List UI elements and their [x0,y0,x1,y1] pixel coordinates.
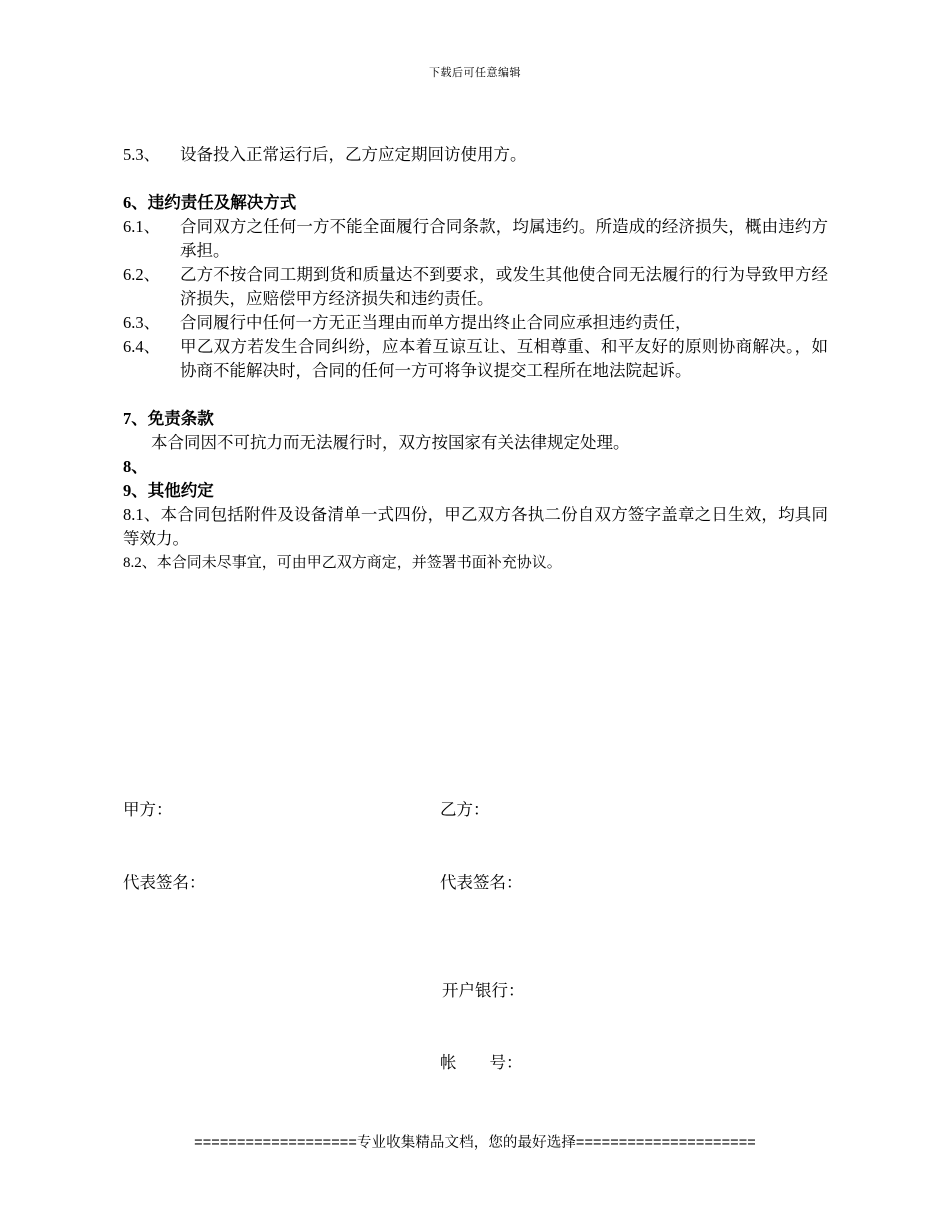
clause-6-3 [123,311,828,335]
party-a-label: 甲方： [123,800,173,819]
header-note: 下载后可任意编辑 [429,67,521,79]
clause-number: 6.2、 [123,265,161,284]
clause-text: 甲乙双方若发生合同纠纷，应本着互谅互让、互相尊重、和平友好的原则协商解决。，如协商不能解决时，合同的任何一方可将争议提交工程所在地法院起诉。 [180,337,828,380]
clause-5-3 [123,143,828,167]
footer-banner: ===================专业收集精品文档，您的最好选择===================== [194,1135,756,1151]
clause-number: 6.1、 [123,217,161,236]
section-heading-9: 9、其他约定 [123,481,214,500]
clause-8-2: 8.2、本合同未尽事宜，可由甲乙双方商定，并签署书面补充协议。 [123,555,562,571]
clause-6-1 [123,215,828,263]
account-label: 帐 号： [440,1053,523,1072]
representative-b-label: 代表签名： [440,873,523,892]
bank-label: 开户银行： [442,981,525,1000]
clause-number: 5.3、 [123,145,161,164]
clause-number: 6.3、 [123,313,161,332]
section-heading-7: 7、免责条款 [123,409,214,428]
clause-8-1: 8.1、本合同包括附件及设备清单一式四份，甲乙双方各执二份自双方签字盖章之日生效，均具同等效力。 [123,505,828,548]
clause-text: 合同双方之任何一方不能全面履行合同条款，均属违约。所造成的经济损失，概由违约方承担。 [180,217,828,260]
clause-text: 设备投入正常运行后，乙方应定期回访使用方。 [180,145,527,164]
clause-6-4 [123,335,828,383]
section-heading-8: 8、 [123,457,148,476]
clause-7-text: 本合同因不可抗力而无法履行时，双方按国家有关法律规定处理。 [151,433,630,452]
spacer [123,167,828,191]
section-heading-6: 6、违约责任及解决方式 [123,193,297,212]
representative-a-label: 代表签名： [123,873,206,892]
party-b-label: 乙方： [440,800,490,819]
contract-body [123,143,828,575]
spacer [123,383,828,407]
clause-text: 乙方不按合同工期到货和质量达不到要求，或发生其他使合同无法履行的行为导致甲方经济损失，应赔偿甲方经济损失和违约责任。 [180,265,828,308]
clause-number: 6.4、 [123,337,161,356]
clause-text: 合同履行中任何一方无正当理由而单方提出终止合同应承担违约责任， [180,313,692,332]
clause-6-2 [123,263,828,311]
